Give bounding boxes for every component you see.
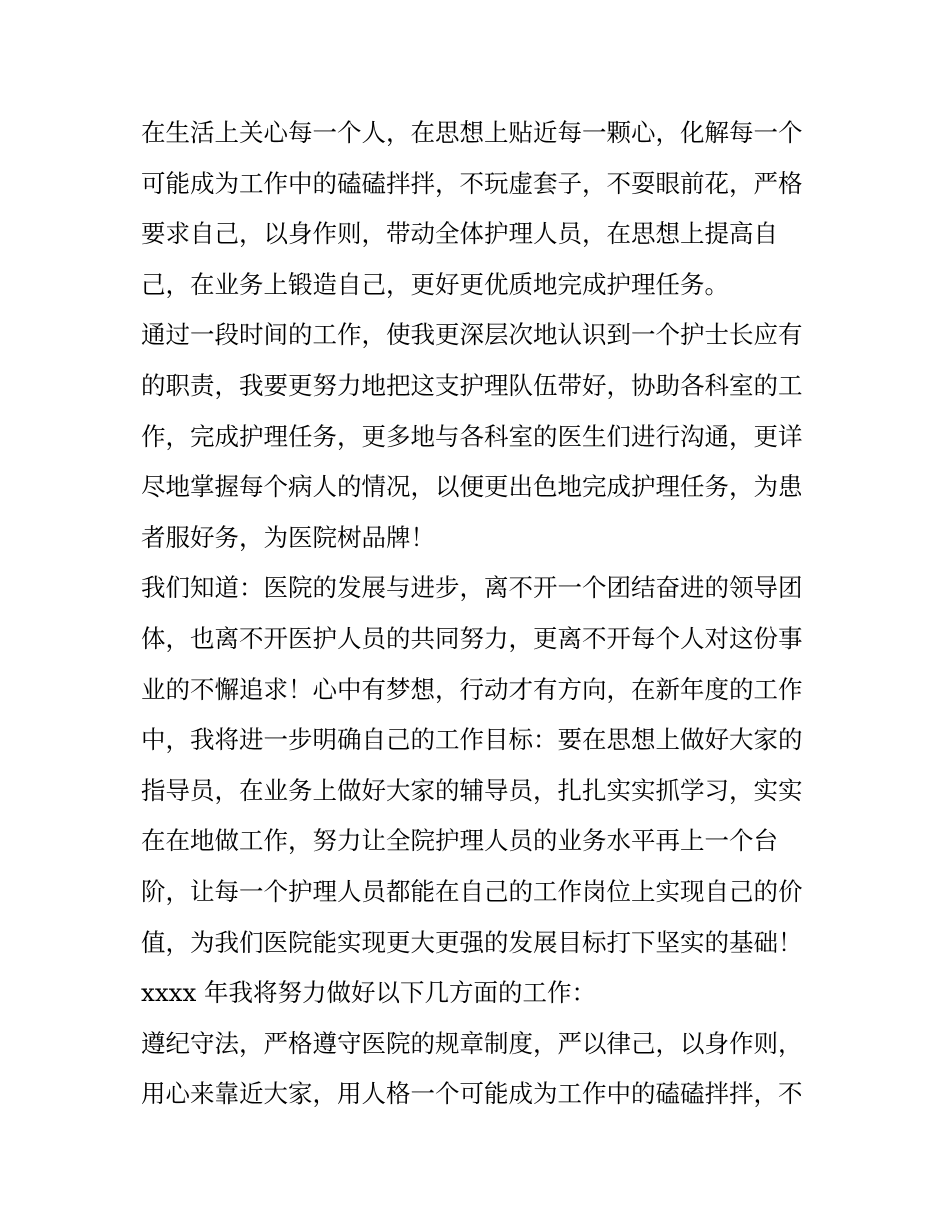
- text-line: 业的不懈追求！心中有梦想，行动才有方向，在新年度的工作: [141, 674, 803, 704]
- text-line: 要求自己，以身作则，带动全体护理人员，在思想上提高自: [141, 219, 778, 249]
- text-line: 通过一段时间的工作，使我更深层次地认识到一个护士长应有: [141, 320, 803, 350]
- text-line: 者服好务，为医院树品牌！: [141, 522, 435, 552]
- text-line: 值，为我们医院能实现更大更强的发展目标打下坚实的基础！: [141, 927, 803, 957]
- text-line: xxxx 年我将努力做好以下几方面的工作：: [141, 978, 597, 1008]
- text-line: 指导员，在业务上做好大家的辅导员，扎扎实实抓学习，实实: [141, 775, 803, 805]
- text-line: 己，在业务上锻造自己，更好更优质地完成护理任务。: [141, 269, 729, 299]
- text-line: 我们知道：医院的发展与进步，离不开一个团结奋进的领导团: [141, 573, 803, 603]
- text-line: 尽地掌握每个病人的情况，以便更出色地完成护理任务，为患: [141, 472, 803, 502]
- text-line: 在生活上关心每一个人，在思想上贴近每一颗心，化解每一个: [141, 118, 803, 147]
- text-line: 体，也离不开医护人员的共同努力，更离不开每个人对这份事: [141, 623, 803, 653]
- document-body: [141, 108, 813, 1120]
- text-line: 中，我将进一步明确自己的工作目标：要在思想上做好大家的: [141, 725, 803, 755]
- text-line: 在在地做工作，努力让全院护理人员的业务水平再上一个台: [141, 826, 778, 856]
- text-line: 用心来靠近大家，用人格一个可能成为工作中的磕磕拌拌，不: [141, 1079, 803, 1109]
- text-line: 作，完成护理任务，更多地与各科室的医生们进行沟通，更详: [141, 421, 803, 451]
- text-line: 阶，让每一个护理人员都能在自己的工作岗位上实现自己的价: [141, 876, 803, 906]
- text-line: 的职责，我要更努力地把这支护理队伍带好，协助各科室的工: [141, 370, 803, 400]
- text-line: 遵纪守法，严格遵守医院的规章制度，严以律己，以身作则，: [141, 1028, 803, 1058]
- text-line: 可能成为工作中的磕磕拌拌，不玩虚套子，不耍眼前花，严格: [141, 168, 803, 198]
